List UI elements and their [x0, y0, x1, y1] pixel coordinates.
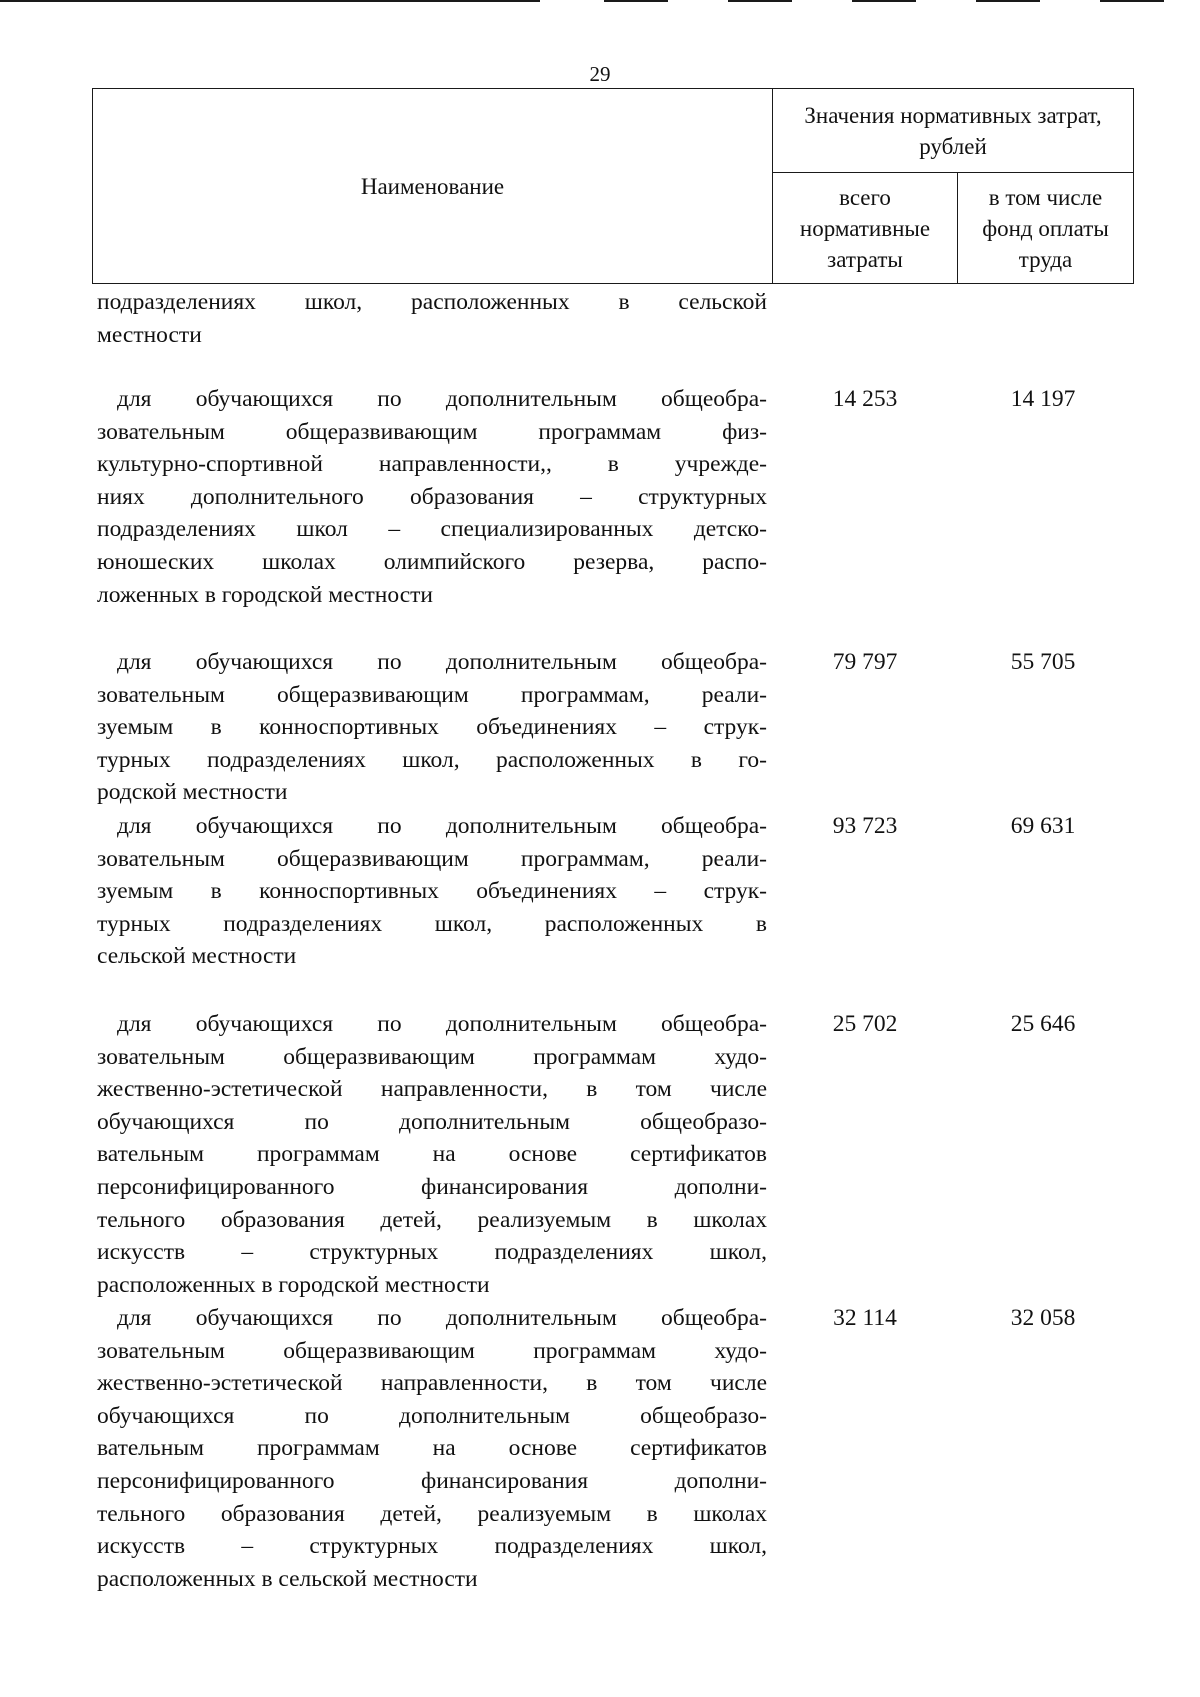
- row-payroll-value: 32 058: [1010, 1305, 1076, 1331]
- row-name-line: для обучающихся по дополнительным общеобра-: [117, 386, 767, 412]
- row-payroll-value: 14 197: [1010, 386, 1076, 412]
- row-name-line: турных подразделениях школ, расположенных в: [97, 910, 767, 937]
- row-total-value: 14 253: [832, 386, 898, 412]
- row-name-line: зовательным общеразвивающим программам худо-: [97, 1043, 767, 1070]
- row-name: [97, 383, 767, 611]
- scan-rule: [852, 0, 916, 2]
- page-number: 29: [589, 62, 611, 86]
- row-name-line: тельного образования детей, реализуемым в школах: [97, 1500, 767, 1527]
- row-name-line: вательным программам на основе сертификатов: [97, 1141, 767, 1168]
- row-name-line: для обучающихся по дополнительным общеобра-: [117, 1305, 767, 1331]
- row-name: [97, 286, 767, 351]
- row-total-value: 93 723: [832, 813, 898, 839]
- row-name-line: ложенных в городской местности: [97, 581, 433, 608]
- row-name: [97, 646, 767, 809]
- row-name-line: зовательным общеразвивающим программам худо-: [97, 1337, 767, 1364]
- row-name: [97, 1302, 767, 1595]
- table-header: [92, 88, 1134, 284]
- row-name: [97, 810, 767, 973]
- row-name-line: для обучающихся по дополнительным общеобра-: [117, 1011, 767, 1037]
- row-name-line: вательным программам на основе сертификатов: [97, 1435, 767, 1462]
- scan-rule: [1100, 0, 1164, 2]
- column-header-name: Наименование: [93, 89, 773, 284]
- scan-rule: [604, 0, 668, 2]
- row-name-line: сельской местности: [97, 943, 297, 970]
- row-name-line: ниях дополнительного образования – структурных: [97, 483, 767, 510]
- row-name-line: родской местности: [97, 779, 288, 806]
- row-name-line: зовательным общеразвивающим программам, реали-: [97, 845, 767, 872]
- row-name-line: зуемым в конноспортивных объединениях – струк-: [97, 878, 767, 905]
- row-name-line: жественно-эстетической направленности, в том числе: [97, 1076, 767, 1103]
- column-header-values-group: Значения нормативных затрат, рублей: [773, 89, 1134, 173]
- row-total-value: 32 114: [833, 1305, 897, 1331]
- row-name-line: обучающихся по дополнительным общеобразо-: [97, 1108, 767, 1135]
- row-name-line: расположенных в городской местности: [97, 1271, 490, 1298]
- row-name-line: турных подразделениях школ, расположенных в го-: [97, 746, 767, 773]
- row-name-line: персонифицированного финансирования дополни-: [97, 1173, 767, 1200]
- row-name-line: подразделениях школ – специализированных детско-: [97, 516, 767, 543]
- row-total-value: 25 702: [832, 1011, 898, 1037]
- row-name-line: зовательным общеразвивающим программам физ-: [97, 418, 767, 445]
- row-payroll-value: 25 646: [1010, 1011, 1076, 1037]
- row-name-line: для обучающихся по дополнительным общеобра-: [117, 649, 767, 675]
- row-total-value: 79 797: [832, 649, 898, 675]
- row-name-line: тельного образования детей, реализуемым в школах: [97, 1206, 767, 1233]
- scan-rule: [0, 0, 540, 2]
- row-name-line: культурно-спортивной направленности,, в учрежде-: [97, 451, 767, 478]
- row-name-line: подразделениях школ, расположенных в сельской: [97, 289, 767, 315]
- row-payroll-value: 55 705: [1010, 649, 1076, 675]
- row-name-line: расположенных в сельской местности: [97, 1565, 478, 1592]
- row-name-line: зовательным общеразвивающим программам, реали-: [97, 681, 767, 708]
- row-name-line: местности: [97, 321, 202, 348]
- row-name-line: обучающихся по дополнительным общеобразо-: [97, 1402, 767, 1429]
- row-name-line: зуемым в конноспортивных объединениях – струк-: [97, 714, 767, 741]
- column-header-payroll: в том числе фонд оплаты труда: [958, 173, 1134, 284]
- column-header-total: всего нормативные затраты: [773, 173, 958, 284]
- row-name-line: персонифицированного финансирования дополни-: [97, 1467, 767, 1494]
- scan-rule: [728, 0, 792, 2]
- row-name-line: юношеских школах олимпийского резерва, распо-: [97, 548, 767, 575]
- row-name-line: искусств – структурных подразделениях школ,: [97, 1239, 767, 1266]
- row-name-line: жественно-эстетической направленности, в том числе: [97, 1370, 767, 1397]
- row-name: [97, 1008, 767, 1301]
- row-payroll-value: 69 631: [1010, 813, 1076, 839]
- row-name-line: для обучающихся по дополнительным общеобра-: [117, 813, 767, 839]
- row-name-line: искусств – структурных подразделениях школ,: [97, 1533, 767, 1560]
- scan-rule: [976, 0, 1040, 2]
